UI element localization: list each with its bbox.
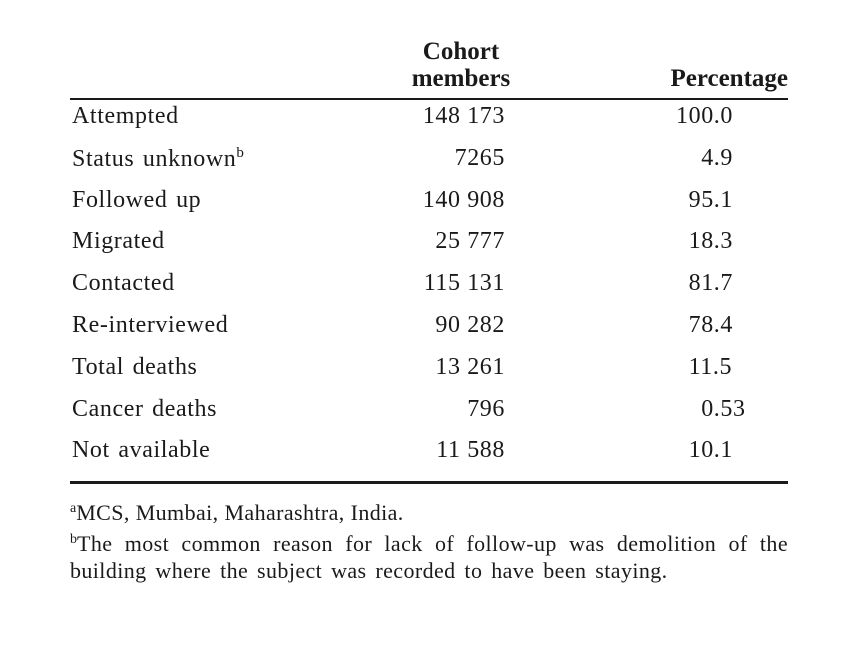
- footnote-a: [70, 495, 788, 526]
- row-percentage: 0.53: [676, 395, 746, 422]
- row-label: [72, 312, 228, 339]
- table-row: [70, 351, 788, 393]
- row-percentage: 100.0: [676, 103, 733, 129]
- row-cohort-count: 25 777: [435, 228, 505, 255]
- row-percentage: 95.1: [676, 186, 733, 213]
- row-cohort-count: 148 173: [422, 103, 505, 129]
- row-label: [72, 103, 179, 130]
- footnote-b-text: The most common reason for lack of follow-up was demolition of the building where the subject was recorded to have been staying.: [70, 531, 788, 583]
- row-label-text: Contacted: [72, 270, 175, 297]
- row-label-text: Not available: [72, 437, 211, 464]
- row-cohort-count: 11 588: [436, 437, 505, 464]
- row-label: [72, 228, 165, 255]
- footnote-b-marker: b: [70, 532, 77, 547]
- row-cohort-count: 13 261: [435, 353, 505, 380]
- row-footnote-marker: b: [236, 144, 244, 161]
- table-row: [70, 142, 788, 184]
- table-row: [70, 434, 788, 476]
- footnote-a-text: MCS, Mumbai, Maharashtra, India.: [76, 500, 404, 525]
- table-row: [70, 309, 788, 351]
- row-percentage: 4.9: [676, 144, 733, 171]
- row-label-text: Migrated: [72, 228, 165, 255]
- table-row: [70, 393, 788, 435]
- column-header-cohort-line2: members: [411, 65, 511, 92]
- row-label: [72, 270, 175, 297]
- column-header-cohort-line1: Cohort: [422, 38, 500, 65]
- row-label: [72, 354, 198, 381]
- row-percentage: 81.7: [676, 270, 733, 297]
- column-header-percentage: Percentage: [670, 65, 788, 92]
- table-row: [70, 267, 788, 309]
- row-label: [72, 187, 201, 214]
- row-cohort-count: 796: [467, 395, 505, 422]
- table-header: [70, 36, 788, 100]
- row-cohort-count: 140 908: [422, 186, 505, 213]
- row-cohort-count: 115 131: [423, 270, 505, 297]
- table-footnotes: [70, 495, 788, 584]
- row-label-text: Followed up: [72, 186, 202, 213]
- table-bottom-rule: [70, 481, 788, 484]
- row-label-text: Total deaths: [72, 353, 198, 380]
- table-row: [70, 184, 788, 226]
- table-row: [70, 225, 788, 267]
- follow-up-table: [70, 36, 788, 484]
- row-label-text: Status unknown: [72, 145, 237, 172]
- row-cohort-count: 7265: [454, 144, 505, 171]
- row-percentage: 11.5: [676, 353, 733, 380]
- table-row: [70, 100, 788, 142]
- row-cohort-count: 90 282: [435, 311, 505, 338]
- row-label-text: Cancer deaths: [72, 395, 218, 422]
- column-header-cohort-members: [400, 38, 522, 92]
- row-percentage: 18.3: [676, 228, 733, 255]
- row-label: [72, 145, 244, 173]
- row-percentage: 78.4: [676, 311, 733, 338]
- footnote-b: [70, 526, 788, 584]
- row-label-text: Attempted: [72, 103, 179, 129]
- footnote-a-marker: a: [70, 501, 77, 516]
- table-body: [70, 100, 788, 476]
- row-label: [72, 396, 217, 423]
- row-label: [72, 437, 210, 464]
- row-label-text: Re-interviewed: [72, 311, 229, 338]
- row-percentage: 10.1: [676, 437, 733, 464]
